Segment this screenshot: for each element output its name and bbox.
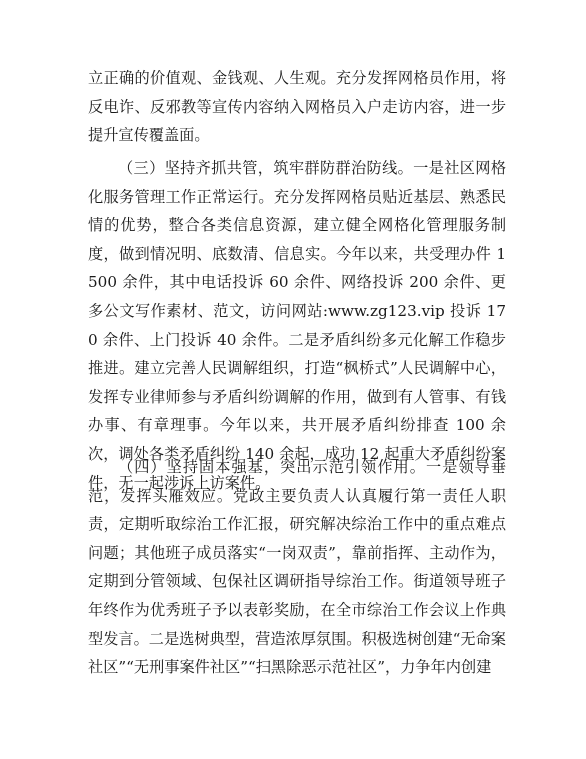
paragraph-section-four: （四）坚持固本强基，突出示范引领作用。一是领导垂范，发挥头雁效应。党政主要负责人认真履行第一责任人职责，定期听取综治工作汇报，研究解决综治工作中的重点难点问题；其他班子成员落实“一岗双责”，靠前指挥、主动作为，定期到分管领域、包保社区调研指导综治工作。街道领导班子年终作为优秀班子予以表彰奖励，在全市综治工作会议上作典型发言。二是选树典型，营造浓厚氛围。积极选树创建“无命案社区”“无刑事案件社区”“扫黑除恶示范社区”，力争年内创建 (88, 458, 506, 677)
paragraph-section-three: （三）坚持齐抓共管，筑牢群防群治防线。一是社区网格化服务管理工作正常运行。充分发挥网格员贴近基层、熟悉民情的优势，整合各类信息资源，建立健全网格化管理服务制度，做到情况明、底数清、信息实。今年以来，共受理办件 1500 余件，其中电话投诉 60 余件、网络投诉 200 余件、更多公文写作素材、范文，访问网站:www.zg123.vip 投诉 170 余件、上门投诉 40 余件。二是矛盾纠纷多元化解工作稳步推进。建立完善人民调解组织，打造“枫桥式”人民调解中心，发挥专业律师参与矛盾纠纷调解的作用，做到有人管事、有钱办事、有章理事。今年以来，共开展矛盾纠纷排查 100 余次，调处各类矛盾纠纷 140 余起，成功 12 起重大矛盾纠纷案件，无一起涉诉上访案件。 (88, 159, 506, 492)
paragraph-values-publicity: 立正确的价值观、金钱观、人生观。充分发挥网格员作用，将反电诈、反邪教等宣传内容纳入网格员入户走访内容，进一步提升宣传覆盖面。 (88, 69, 506, 145)
